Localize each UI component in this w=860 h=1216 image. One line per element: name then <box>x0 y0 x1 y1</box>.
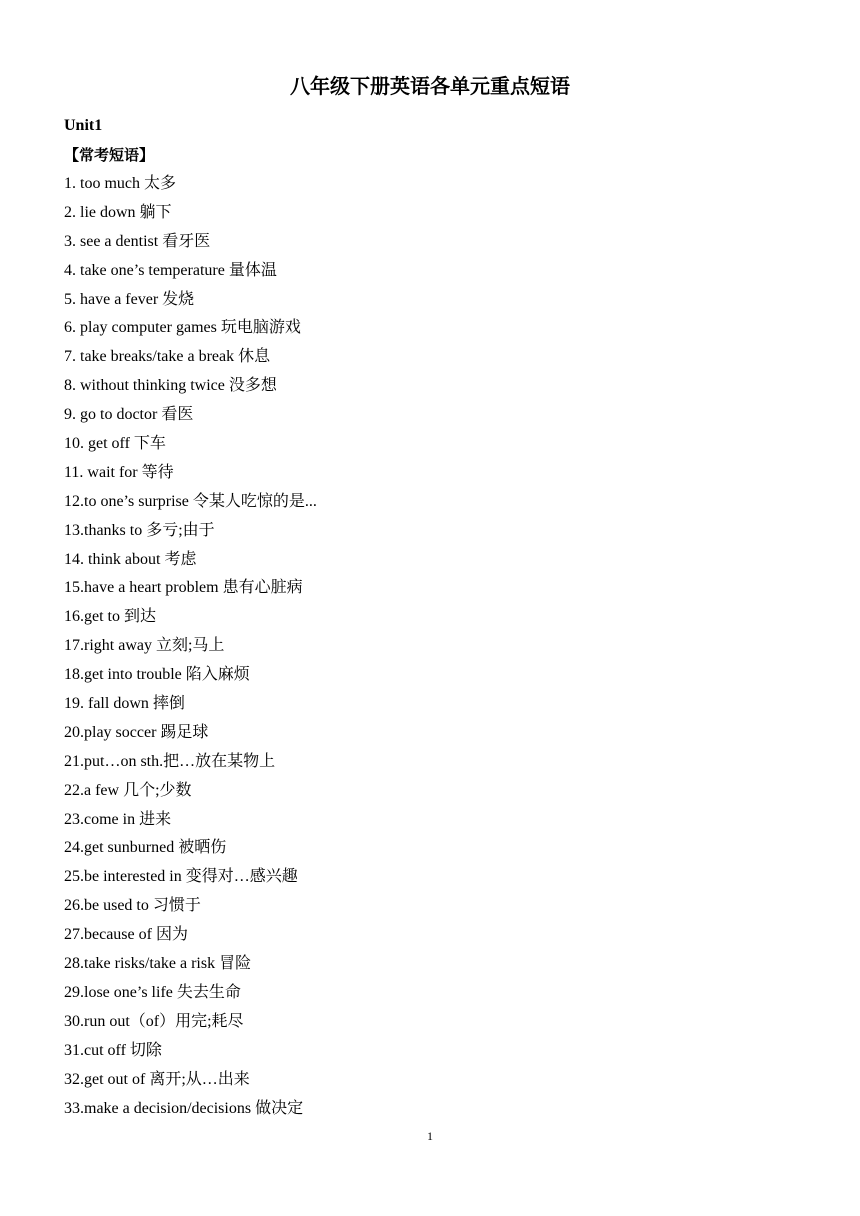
phrase-text: 9. go to doctor 看医 <box>64 406 194 424</box>
phrase-text: 4. take one’s temperature 量体温 <box>64 261 277 279</box>
list-item <box>64 750 317 779</box>
list-item <box>64 634 317 663</box>
phrase-text: 1. too much 太多 <box>64 175 176 192</box>
phrase-text: 7. take breaks/take a break 休息 <box>64 348 271 366</box>
list-item <box>64 288 317 317</box>
list-item <box>64 201 317 230</box>
phrase-text: 18.get into trouble 陷入麻烦 <box>64 666 250 684</box>
list-item <box>64 865 317 894</box>
list-item <box>64 576 317 605</box>
phrase-text: 27.because of 因为 <box>64 926 188 944</box>
list-item <box>64 432 317 461</box>
phrase-text: 24.get sunburned 被晒伤 <box>64 839 227 857</box>
list-item <box>64 1039 317 1068</box>
page-number: 1 <box>427 1129 433 1143</box>
list-item <box>64 461 317 490</box>
phrase-text: 25.be interested in 变得对…感兴趣 <box>64 868 298 886</box>
list-item <box>64 692 317 721</box>
section-heading: 【常考短语】 <box>64 146 155 164</box>
list-item <box>64 663 317 692</box>
phrase-text: 12.to one’s surprise 令某人吃惊的是... <box>64 492 317 510</box>
phrase-text: 10. get off 下车 <box>64 435 166 453</box>
phrase-text: 6. play computer games 玩电脑游戏 <box>64 319 301 337</box>
page-title: 八年级下册英语各单元重点短语 <box>290 74 570 98</box>
list-item <box>64 981 317 1010</box>
list-item <box>64 1010 317 1039</box>
phrase-text: 19. fall down 摔倒 <box>64 695 185 713</box>
phrase-text: 21.put…on sth.把…放在某物上 <box>64 752 276 770</box>
phrase-text: 20.play soccer 踢足球 <box>64 723 209 741</box>
list-item <box>64 548 317 577</box>
phrase-text: 31.cut off 切除 <box>64 1041 162 1059</box>
phrase-text: 13.thanks to 多亏;由于 <box>64 521 215 539</box>
list-item <box>64 345 317 374</box>
list-item <box>64 894 317 923</box>
phrase-text: 11. wait for 等待 <box>64 463 174 481</box>
phrase-text: 16.get to 到达 <box>64 608 156 626</box>
list-item <box>64 316 317 345</box>
phrase-text: 30.run out（of）用完;耗尽 <box>64 1012 244 1030</box>
list-item <box>64 605 317 634</box>
phrase-text: 22.a few 几个;少数 <box>64 781 192 799</box>
phrase-text: 28.take risks/take a risk 冒险 <box>64 955 252 973</box>
list-item <box>64 490 317 519</box>
list-item <box>64 519 317 548</box>
phrase-text: 33.make a decision/decisions 做决定 <box>64 1099 304 1117</box>
list-item <box>64 923 317 952</box>
list-item <box>64 952 317 981</box>
phrase-text: 2. lie down 躺下 <box>64 203 172 221</box>
list-item <box>64 403 317 432</box>
phrase-text: 23.come in 进来 <box>64 810 172 828</box>
list-item <box>64 172 317 201</box>
phrase-text: 8. without thinking twice 没多想 <box>64 377 277 395</box>
list-item <box>64 230 317 259</box>
list-item <box>64 1097 317 1126</box>
list-item <box>64 836 317 865</box>
phrase-text: 17.right away 立刻;马上 <box>64 637 225 655</box>
phrase-text: 5. have a fever 发烧 <box>64 290 195 308</box>
list-item <box>64 374 317 403</box>
list-item <box>64 779 317 808</box>
phrase-text: 26.be used to 习惯于 <box>64 897 201 915</box>
phrase-text: 14. think about 考虑 <box>64 550 197 568</box>
list-item <box>64 1068 317 1097</box>
phrase-text: 3. see a dentist 看牙医 <box>64 232 211 250</box>
phrase-text: 15.have a heart problem 患有心脏病 <box>64 579 303 597</box>
phrase-text: 29.lose one’s life 失去生命 <box>64 983 241 1001</box>
unit-heading: Unit1 <box>64 117 103 134</box>
list-item <box>64 259 317 288</box>
phrase-list <box>64 172 317 1125</box>
phrase-text: 32.get out of 离开;从…出来 <box>64 1070 250 1088</box>
list-item <box>64 808 317 837</box>
list-item <box>64 721 317 750</box>
